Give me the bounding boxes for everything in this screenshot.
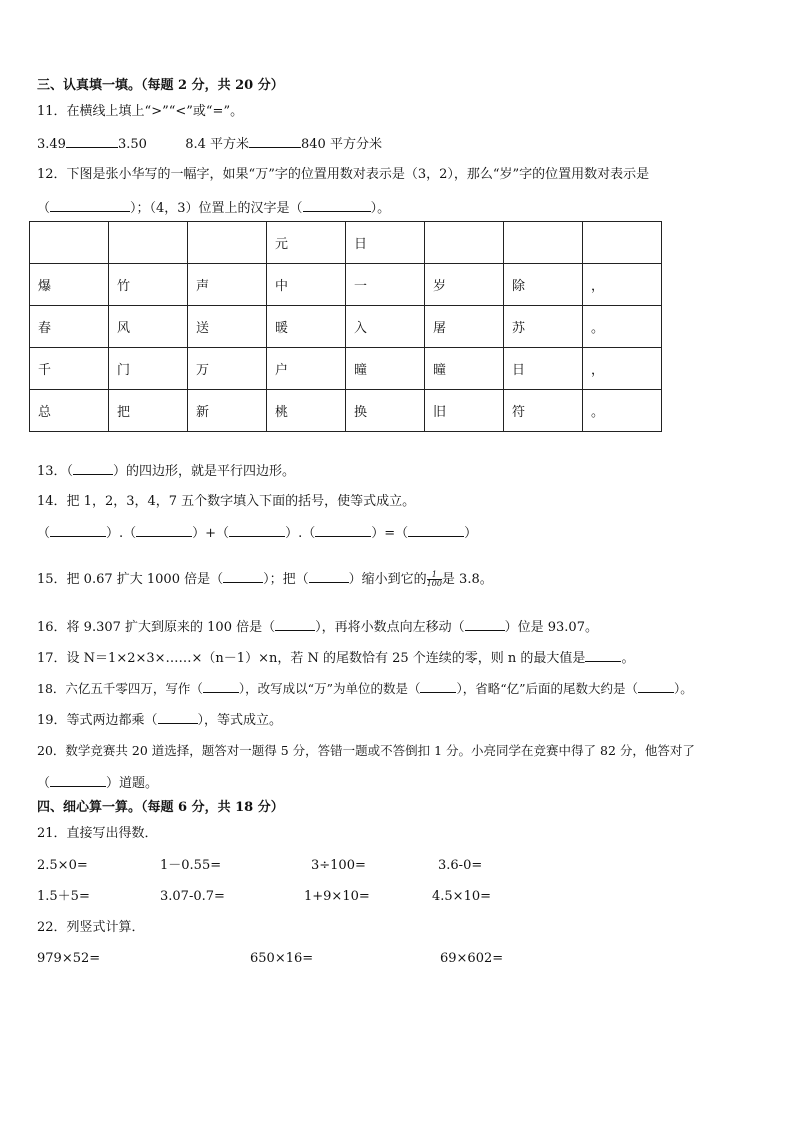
q15-p3: ）缩小到它的 [348, 572, 427, 587]
q12-open: （ [37, 201, 51, 216]
grid-cell: 一 [346, 264, 425, 306]
q19-blank[interactable] [158, 711, 198, 724]
section-4-heading: 四、细心算一算。（每题 6 分，共 18 分） [37, 800, 284, 815]
q15-p4: 是 3.8。 [441, 572, 493, 587]
q11-a-blank[interactable] [66, 135, 118, 148]
q16-blank-2[interactable] [465, 618, 505, 631]
fraction-numerator: 1 [427, 571, 442, 580]
q22-item-3: 69×602= [440, 951, 504, 966]
grid-cell [188, 222, 267, 264]
q14-eq-1: ）.（ [106, 526, 137, 541]
q11-a-right: 3.50 [117, 137, 147, 152]
grid-cell: 元 [267, 222, 346, 264]
question-12: 12．下图是张小华写的一幅字，如果“万”字的位置用数对表示是（3，2），那么“岁”字的位置用数对表示是 [37, 167, 650, 182]
grid-cell: 日 [346, 222, 425, 264]
grid-cell: 曈 [346, 348, 425, 390]
q17-p2: 。 [621, 651, 635, 666]
grid-cell: 中 [267, 264, 346, 306]
grid-cell: 千 [30, 348, 109, 390]
q14-blank-1[interactable] [50, 524, 106, 537]
grid-cell: ， [583, 264, 662, 306]
q14-blank-4[interactable] [315, 524, 371, 537]
grid-cell: 新 [188, 390, 267, 432]
grid-cell: 换 [346, 390, 425, 432]
q21-row2-item-1: 1.5＋5= [37, 889, 90, 904]
question-12-line-2 [37, 199, 390, 217]
poem-grid [29, 221, 662, 432]
q14-blank-2[interactable] [136, 524, 192, 537]
q15-p2: ）；把（ [263, 572, 309, 587]
q13-blank[interactable] [73, 462, 113, 475]
fraction-denominator: 100 [426, 579, 442, 588]
q15-p1: 15．把 0.67 扩大 1000 倍是（ [37, 572, 224, 587]
grid-cell: 屠 [425, 306, 504, 348]
q20-blank[interactable] [50, 774, 106, 787]
fraction-one-hundredth [427, 571, 442, 588]
q18-blank-1[interactable] [203, 680, 239, 693]
q20-close: ）道题。 [106, 776, 159, 791]
q16-blank-1[interactable] [275, 618, 315, 631]
q16-p2: ），再将小数点向左移动（ [315, 620, 465, 635]
q12-blank-1[interactable] [50, 199, 130, 212]
grid-cell: 旧 [425, 390, 504, 432]
grid-cell: 户 [267, 348, 346, 390]
grid-cell [425, 222, 504, 264]
grid-cell: 把 [109, 390, 188, 432]
q18-p2: ），改写成以“万”为单位的数是（ [238, 681, 421, 696]
question-15 [37, 570, 493, 588]
question-16 [37, 618, 598, 636]
grid-cell: 爆 [30, 264, 109, 306]
grid-cell: 。 [583, 306, 662, 348]
question-18 [37, 680, 693, 697]
q22-item-1: 979×52= [37, 951, 101, 966]
grid-row [30, 306, 662, 348]
q14-eq-5: ） [464, 526, 478, 541]
q13-open: 13．（ [37, 464, 74, 479]
q14-blank-5[interactable] [408, 524, 464, 537]
grid-cell: 曈 [425, 348, 504, 390]
grid-cell: 门 [109, 348, 188, 390]
q18-p3: ），省略“亿”后面的尾数大约是（ [456, 681, 639, 696]
q21-row2-item-4: 4.5×10= [432, 889, 492, 904]
q18-p4: ）。 [674, 681, 693, 696]
q17-blank[interactable] [585, 649, 621, 662]
grid-cell: 入 [346, 306, 425, 348]
q19-p2: ），等式成立。 [197, 713, 283, 728]
question-19 [37, 711, 282, 729]
grid-cell: 暖 [267, 306, 346, 348]
grid-cell: 竹 [109, 264, 188, 306]
q15-blank-2[interactable] [309, 570, 349, 583]
grid-cell: 万 [188, 348, 267, 390]
q14-eq-4: ）=（ [371, 526, 409, 541]
grid-cell [504, 222, 583, 264]
question-20-line-2 [37, 774, 158, 792]
q21-row1-item-4: 3.6-0= [438, 858, 483, 873]
q19-p1: 19．等式两边都乘（ [37, 713, 158, 728]
q21-row2-item-3: 1+9×10= [304, 889, 370, 904]
grid-cell: 送 [188, 306, 267, 348]
grid-cell: 除 [504, 264, 583, 306]
q17-p1: 17．设 N＝1×2×3×……×（n－1）×n，若 N 的尾数恰有 25 个连续的零，则 n 的最大值是 [37, 651, 586, 666]
grid-row [30, 264, 662, 306]
grid-cell: 岁 [425, 264, 504, 306]
grid-cell: 声 [188, 264, 267, 306]
q21-row1-item-2: 1－0.55= [160, 858, 222, 873]
q21-row1-item-3: 3÷100= [311, 858, 366, 873]
q14-blank-3[interactable] [229, 524, 285, 537]
q16-p3: ）位是 93.07。 [504, 620, 598, 635]
q12-close: ）。 [370, 201, 391, 216]
question-17 [37, 649, 634, 667]
grid-cell: ， [583, 348, 662, 390]
q14-eq-2: ）+（ [192, 526, 230, 541]
q20-open: （ [37, 776, 51, 791]
grid-row [30, 390, 662, 432]
q12-mid: ）；（4，3）位置上的汉字是（ [130, 201, 303, 216]
question-20: 20．数学竞赛共 20 道选择，题答对一题得 5 分，答错一题或不答倒扣 1 分。小亮同学在竞赛中得了 82 分，他答对了 [37, 743, 695, 758]
question-11-items [37, 135, 382, 153]
question-13 [37, 462, 295, 480]
grid-cell: 日 [504, 348, 583, 390]
q18-blank-2[interactable] [420, 680, 456, 693]
grid-cell: 风 [109, 306, 188, 348]
q14-eq-3: ）.（ [285, 526, 316, 541]
q18-blank-3[interactable] [638, 680, 674, 693]
q21-row1-item-1: 2.5×0= [37, 858, 88, 873]
q22-item-2: 650×16= [250, 951, 314, 966]
q15-blank-1[interactable] [223, 570, 263, 583]
q11-b-blank[interactable] [249, 135, 301, 148]
grid-cell [583, 222, 662, 264]
q11-a-left: 3.49 [37, 137, 66, 152]
q11-b-right: 840 平方分米 [301, 137, 382, 152]
grid-cell: 符 [504, 390, 583, 432]
q13-close: ）的四边形，就是平行四边形。 [113, 464, 296, 479]
grid-row [30, 222, 662, 264]
question-21: 21．直接写出得数． [37, 826, 158, 841]
q11-b-left: 8.4 平方米 [185, 137, 249, 152]
q14-eq-0: （ [37, 526, 51, 541]
q18-p1: 18．六亿五千零四万，写作（ [37, 681, 203, 696]
question-14: 14．把 1，2，3，4，7 五个数字填入下面的括号，使等式成立。 [37, 494, 416, 509]
q12-blank-2[interactable] [303, 199, 371, 212]
question-14-equation [37, 524, 477, 542]
grid-cell [109, 222, 188, 264]
grid-cell: 桃 [267, 390, 346, 432]
q21-row2-item-2: 3.07-0.7= [160, 889, 225, 904]
question-22: 22．列竖式计算． [37, 920, 145, 935]
grid-cell: 。 [583, 390, 662, 432]
grid-cell: 总 [30, 390, 109, 432]
question-11: 11．在横线上填上“>”“<”或“=”。 [37, 104, 244, 119]
grid-row [30, 348, 662, 390]
section-3-heading: 三、认真填一填。（每题 2 分，共 20 分） [37, 78, 284, 93]
grid-cell [30, 222, 109, 264]
grid-cell: 苏 [504, 306, 583, 348]
q16-p1: 16．将 9.307 扩大到原来的 100 倍是（ [37, 620, 276, 635]
grid-cell: 春 [30, 306, 109, 348]
